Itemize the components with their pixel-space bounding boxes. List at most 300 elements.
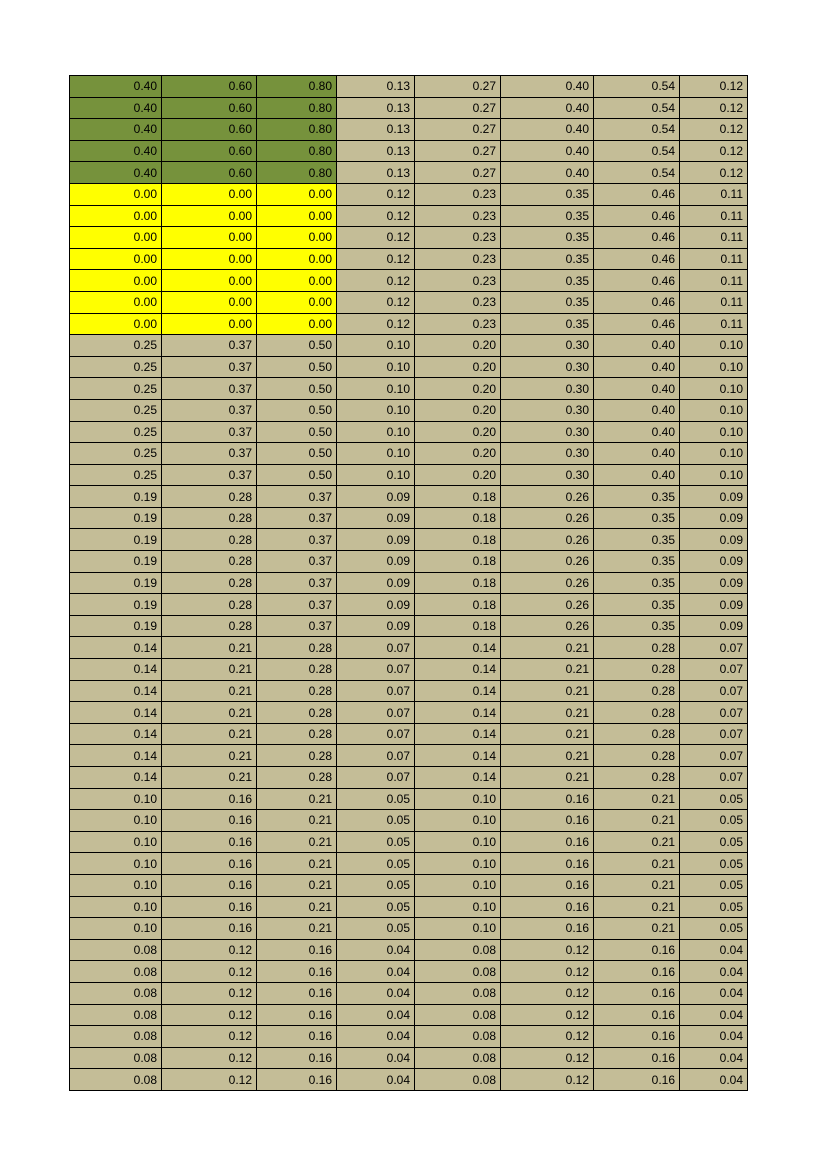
table-cell: 0.09 [680, 594, 748, 616]
table-cell: 0.12 [337, 205, 415, 227]
table-cell: 0.10 [337, 399, 415, 421]
table-cell: 0.14 [415, 767, 501, 789]
table-cell: 0.40 [594, 356, 680, 378]
table-cell: 0.37 [162, 399, 257, 421]
table-cell: 0.35 [594, 551, 680, 573]
table-cell: 0.60 [162, 97, 257, 119]
table-cell: 0.27 [415, 140, 501, 162]
table-row [70, 788, 748, 810]
table-cell: 0.13 [337, 119, 415, 141]
table-cell: 0.35 [501, 270, 594, 292]
table-row [70, 615, 748, 637]
table-row [70, 896, 748, 918]
table-cell: 0.35 [501, 183, 594, 205]
table-row [70, 486, 748, 508]
table-cell: 0.14 [415, 659, 501, 681]
table-cell: 0.18 [415, 486, 501, 508]
table-cell: 0.00 [70, 248, 162, 270]
table-cell: 0.04 [337, 961, 415, 983]
table-cell: 0.16 [257, 1047, 337, 1069]
table-cell: 0.60 [162, 162, 257, 184]
table-cell: 0.13 [337, 162, 415, 184]
table-cell: 0.25 [70, 464, 162, 486]
table-cell: 0.00 [257, 205, 337, 227]
table-cell: 0.04 [337, 982, 415, 1004]
table-cell: 0.21 [162, 745, 257, 767]
table-cell: 0.28 [594, 637, 680, 659]
table-cell: 0.07 [337, 745, 415, 767]
table-row [70, 982, 748, 1004]
table-cell: 0.28 [594, 659, 680, 681]
table-cell: 0.21 [162, 659, 257, 681]
table-cell: 0.10 [337, 335, 415, 357]
table-cell: 0.09 [680, 551, 748, 573]
table-cell: 0.60 [162, 140, 257, 162]
table-cell: 0.19 [70, 615, 162, 637]
table-cell: 0.37 [257, 486, 337, 508]
table-row [70, 680, 748, 702]
table-cell: 0.21 [594, 874, 680, 896]
table-cell: 0.21 [594, 788, 680, 810]
table-cell: 0.05 [337, 896, 415, 918]
table-cell: 0.12 [680, 76, 748, 98]
table-cell: 0.16 [257, 982, 337, 1004]
table-cell: 0.26 [501, 572, 594, 594]
table-cell: 0.10 [415, 896, 501, 918]
table-cell: 0.04 [680, 1004, 748, 1026]
table-cell: 0.28 [257, 637, 337, 659]
table-cell: 0.21 [257, 810, 337, 832]
table-cell: 0.40 [501, 119, 594, 141]
table-cell: 0.14 [415, 637, 501, 659]
table-cell: 0.08 [415, 1004, 501, 1026]
table-cell: 0.08 [415, 961, 501, 983]
table-cell: 0.60 [162, 76, 257, 98]
table-cell: 0.30 [501, 464, 594, 486]
table-cell: 0.21 [501, 767, 594, 789]
table-cell: 0.00 [257, 313, 337, 335]
table-cell: 0.30 [501, 378, 594, 400]
table-cell: 0.40 [594, 421, 680, 443]
table-cell: 0.14 [70, 680, 162, 702]
table-cell: 0.21 [162, 680, 257, 702]
table-cell: 0.07 [680, 659, 748, 681]
table-row [70, 183, 748, 205]
table-cell: 0.05 [680, 874, 748, 896]
table-cell: 0.00 [70, 183, 162, 205]
table-cell: 0.08 [70, 1047, 162, 1069]
table-cell: 0.13 [337, 140, 415, 162]
table-cell: 0.12 [680, 162, 748, 184]
table-cell: 0.08 [70, 1004, 162, 1026]
table-cell: 0.18 [415, 572, 501, 594]
table-cell: 0.35 [501, 205, 594, 227]
table-cell: 0.27 [415, 119, 501, 141]
table-row [70, 378, 748, 400]
table-cell: 0.21 [594, 831, 680, 853]
table-cell: 0.16 [501, 831, 594, 853]
table-cell: 0.19 [70, 551, 162, 573]
table-cell: 0.10 [680, 399, 748, 421]
table-cell: 0.16 [501, 896, 594, 918]
table-cell: 0.16 [162, 853, 257, 875]
table-cell: 0.14 [70, 659, 162, 681]
table-cell: 0.26 [501, 594, 594, 616]
table-cell: 0.16 [162, 874, 257, 896]
table-cell: 0.26 [501, 551, 594, 573]
table-cell: 0.07 [680, 680, 748, 702]
table-cell: 0.25 [70, 399, 162, 421]
table-cell: 0.10 [680, 421, 748, 443]
table-row [70, 227, 748, 249]
table-cell: 0.08 [70, 982, 162, 1004]
table-cell: 0.40 [594, 399, 680, 421]
table-cell: 0.37 [162, 443, 257, 465]
table-cell: 0.05 [680, 918, 748, 940]
table-cell: 0.28 [257, 767, 337, 789]
table-cell: 0.00 [162, 248, 257, 270]
table-cell: 0.00 [257, 183, 337, 205]
table-cell: 0.12 [162, 1026, 257, 1048]
table-row [70, 572, 748, 594]
table-cell: 0.30 [501, 335, 594, 357]
table-cell: 0.05 [680, 810, 748, 832]
table-cell: 0.12 [162, 961, 257, 983]
table-cell: 0.21 [257, 918, 337, 940]
table-cell: 0.37 [162, 335, 257, 357]
table-cell: 0.30 [501, 356, 594, 378]
table-cell: 0.07 [337, 723, 415, 745]
table-cell: 0.11 [680, 227, 748, 249]
table-cell: 0.21 [594, 810, 680, 832]
table-cell: 0.00 [162, 313, 257, 335]
table-row [70, 918, 748, 940]
table-cell: 0.37 [257, 529, 337, 551]
table-row [70, 356, 748, 378]
table-cell: 0.21 [257, 896, 337, 918]
table-cell: 0.14 [70, 702, 162, 724]
table-cell: 0.05 [337, 831, 415, 853]
table-cell: 0.12 [162, 982, 257, 1004]
table-cell: 0.10 [415, 788, 501, 810]
table-cell: 0.54 [594, 140, 680, 162]
table-cell: 0.37 [257, 551, 337, 573]
table-cell: 0.37 [257, 572, 337, 594]
table-cell: 0.46 [594, 313, 680, 335]
table-cell: 0.19 [70, 594, 162, 616]
table-row [70, 594, 748, 616]
table-cell: 0.10 [415, 810, 501, 832]
table-cell: 0.12 [501, 1069, 594, 1091]
table-cell: 0.14 [415, 680, 501, 702]
table-cell: 0.28 [594, 702, 680, 724]
table-cell: 0.16 [162, 896, 257, 918]
table-cell: 0.12 [680, 119, 748, 141]
table-cell: 0.05 [337, 853, 415, 875]
table-cell: 0.07 [337, 637, 415, 659]
table-cell: 0.21 [257, 788, 337, 810]
table-body [70, 76, 748, 1091]
table-cell: 0.80 [257, 119, 337, 141]
table-cell: 0.14 [70, 723, 162, 745]
table-cell: 0.13 [337, 97, 415, 119]
table-cell: 0.28 [594, 745, 680, 767]
table-cell: 0.21 [257, 831, 337, 853]
table-cell: 0.16 [594, 961, 680, 983]
table-cell: 0.80 [257, 162, 337, 184]
table-cell: 0.10 [70, 918, 162, 940]
table-cell: 0.40 [70, 97, 162, 119]
table-cell: 0.28 [162, 551, 257, 573]
table-cell: 0.09 [680, 529, 748, 551]
table-cell: 0.16 [594, 982, 680, 1004]
table-cell: 0.04 [337, 939, 415, 961]
table-cell: 0.04 [337, 1047, 415, 1069]
table-cell: 0.50 [257, 399, 337, 421]
table-cell: 0.23 [415, 227, 501, 249]
table-cell: 0.00 [162, 270, 257, 292]
table-row [70, 1047, 748, 1069]
table-cell: 0.09 [680, 486, 748, 508]
table-cell: 0.04 [680, 961, 748, 983]
table-cell: 0.12 [162, 1069, 257, 1091]
table-cell: 0.21 [501, 702, 594, 724]
table-cell: 0.28 [257, 659, 337, 681]
table-cell: 0.10 [680, 443, 748, 465]
table-cell: 0.10 [680, 335, 748, 357]
table-row [70, 831, 748, 853]
table-cell: 0.16 [162, 831, 257, 853]
table-cell: 0.80 [257, 140, 337, 162]
table-cell: 0.37 [162, 378, 257, 400]
table-row [70, 119, 748, 141]
table-cell: 0.14 [415, 723, 501, 745]
table-cell: 0.13 [337, 76, 415, 98]
table-cell: 0.35 [594, 529, 680, 551]
table-row [70, 637, 748, 659]
table-cell: 0.20 [415, 356, 501, 378]
table-cell: 0.11 [680, 205, 748, 227]
table-cell: 0.37 [162, 421, 257, 443]
table-cell: 0.46 [594, 227, 680, 249]
table-cell: 0.20 [415, 378, 501, 400]
table-cell: 0.50 [257, 421, 337, 443]
table-cell: 0.08 [415, 939, 501, 961]
table-cell: 0.50 [257, 356, 337, 378]
table-cell: 0.26 [501, 486, 594, 508]
table-cell: 0.12 [501, 982, 594, 1004]
table-cell: 0.25 [70, 421, 162, 443]
table-cell: 0.12 [680, 140, 748, 162]
table-cell: 0.08 [415, 1047, 501, 1069]
table-row [70, 853, 748, 875]
table-cell: 0.10 [680, 464, 748, 486]
table-cell: 0.40 [501, 140, 594, 162]
table-cell: 0.09 [337, 572, 415, 594]
table-cell: 0.11 [680, 313, 748, 335]
table-cell: 0.12 [337, 291, 415, 313]
table-cell: 0.50 [257, 335, 337, 357]
table-cell: 0.07 [680, 702, 748, 724]
table-cell: 0.23 [415, 205, 501, 227]
table-cell: 0.00 [70, 270, 162, 292]
table-cell: 0.05 [680, 831, 748, 853]
table-cell: 0.10 [70, 896, 162, 918]
table-cell: 0.21 [594, 918, 680, 940]
table-cell: 0.26 [501, 615, 594, 637]
table-cell: 0.00 [162, 183, 257, 205]
table-cell: 0.21 [162, 637, 257, 659]
table-cell: 0.09 [680, 507, 748, 529]
table-cell: 0.00 [257, 270, 337, 292]
table-cell: 0.00 [257, 227, 337, 249]
table-cell: 0.12 [680, 97, 748, 119]
table-cell: 0.19 [70, 572, 162, 594]
table-cell: 0.40 [594, 378, 680, 400]
table-cell: 0.21 [501, 637, 594, 659]
table-cell: 0.10 [70, 831, 162, 853]
table-cell: 0.11 [680, 248, 748, 270]
table-cell: 0.05 [680, 788, 748, 810]
table-cell: 0.28 [594, 680, 680, 702]
table-cell: 0.07 [337, 767, 415, 789]
table-cell: 0.23 [415, 248, 501, 270]
table-cell: 0.54 [594, 97, 680, 119]
table-cell: 0.04 [680, 982, 748, 1004]
table-cell: 0.10 [337, 356, 415, 378]
table-cell: 0.18 [415, 594, 501, 616]
table-cell: 0.07 [680, 767, 748, 789]
table-row [70, 1069, 748, 1091]
table-cell: 0.12 [337, 183, 415, 205]
table-cell: 0.00 [162, 205, 257, 227]
table-cell: 0.28 [162, 529, 257, 551]
table-cell: 0.20 [415, 399, 501, 421]
table-cell: 0.16 [594, 1026, 680, 1048]
table-cell: 0.54 [594, 76, 680, 98]
table-cell: 0.00 [70, 291, 162, 313]
table-cell: 0.07 [337, 702, 415, 724]
table-cell: 0.27 [415, 76, 501, 98]
table-cell: 0.16 [257, 1004, 337, 1026]
table-cell: 0.37 [162, 356, 257, 378]
table-cell: 0.09 [337, 486, 415, 508]
table-cell: 0.35 [501, 313, 594, 335]
table-cell: 0.35 [501, 248, 594, 270]
table-row [70, 270, 748, 292]
table-row [70, 140, 748, 162]
table-cell: 0.08 [415, 1026, 501, 1048]
table-cell: 0.30 [501, 443, 594, 465]
table-cell: 0.40 [501, 76, 594, 98]
table-cell: 0.12 [162, 939, 257, 961]
table-cell: 0.40 [594, 335, 680, 357]
table-row [70, 529, 748, 551]
table-cell: 0.21 [257, 874, 337, 896]
table-cell: 0.12 [337, 248, 415, 270]
table-cell: 0.16 [594, 1004, 680, 1026]
table-cell: 0.46 [594, 248, 680, 270]
table-cell: 0.30 [501, 421, 594, 443]
table-cell: 0.12 [162, 1047, 257, 1069]
table-cell: 0.10 [70, 853, 162, 875]
table-cell: 0.16 [257, 961, 337, 983]
table-cell: 0.14 [70, 767, 162, 789]
table-cell: 0.08 [70, 961, 162, 983]
table-cell: 0.05 [337, 874, 415, 896]
table-cell: 0.35 [594, 486, 680, 508]
table-cell: 0.28 [162, 572, 257, 594]
table-cell: 0.09 [337, 529, 415, 551]
table-cell: 0.10 [415, 831, 501, 853]
table-cell: 0.54 [594, 162, 680, 184]
table-cell: 0.16 [257, 939, 337, 961]
table-row [70, 443, 748, 465]
table-row [70, 464, 748, 486]
table-cell: 0.00 [70, 313, 162, 335]
table-cell: 0.10 [70, 874, 162, 896]
table-cell: 0.20 [415, 464, 501, 486]
table-cell: 0.46 [594, 270, 680, 292]
table-cell: 0.40 [501, 162, 594, 184]
table-cell: 0.16 [501, 788, 594, 810]
table-cell: 0.37 [162, 464, 257, 486]
table-cell: 0.27 [415, 97, 501, 119]
table-row [70, 76, 748, 98]
table-cell: 0.10 [415, 874, 501, 896]
table-cell: 0.16 [501, 874, 594, 896]
table-cell: 0.00 [257, 248, 337, 270]
table-row [70, 702, 748, 724]
table-cell: 0.46 [594, 205, 680, 227]
table-cell: 0.21 [162, 723, 257, 745]
table-cell: 0.21 [501, 680, 594, 702]
table-cell: 0.28 [594, 723, 680, 745]
table-cell: 0.18 [415, 551, 501, 573]
table-cell: 0.21 [501, 659, 594, 681]
table-cell: 0.28 [257, 680, 337, 702]
table-cell: 0.04 [680, 1026, 748, 1048]
table-cell: 0.16 [594, 1069, 680, 1091]
table-cell: 0.21 [501, 723, 594, 745]
table-cell: 0.28 [257, 723, 337, 745]
table-cell: 0.09 [337, 594, 415, 616]
table-cell: 0.08 [415, 1069, 501, 1091]
table-cell: 0.23 [415, 183, 501, 205]
table-cell: 0.14 [415, 702, 501, 724]
table-cell: 0.25 [70, 335, 162, 357]
table-cell: 0.08 [70, 1026, 162, 1048]
table-cell: 0.04 [337, 1026, 415, 1048]
table-cell: 0.07 [337, 680, 415, 702]
table-cell: 0.16 [594, 1047, 680, 1069]
table-cell: 0.30 [501, 399, 594, 421]
table-row [70, 767, 748, 789]
table-row [70, 874, 748, 896]
table-cell: 0.14 [415, 745, 501, 767]
table-cell: 0.80 [257, 97, 337, 119]
table-cell: 0.18 [415, 615, 501, 637]
table-cell: 0.28 [162, 594, 257, 616]
table-cell: 0.28 [257, 702, 337, 724]
table-cell: 0.14 [70, 637, 162, 659]
table-cell: 0.20 [415, 421, 501, 443]
table-cell: 0.12 [501, 1004, 594, 1026]
table-cell: 0.50 [257, 443, 337, 465]
table-cell: 0.16 [501, 853, 594, 875]
table-cell: 0.08 [70, 939, 162, 961]
table-cell: 0.07 [337, 659, 415, 681]
